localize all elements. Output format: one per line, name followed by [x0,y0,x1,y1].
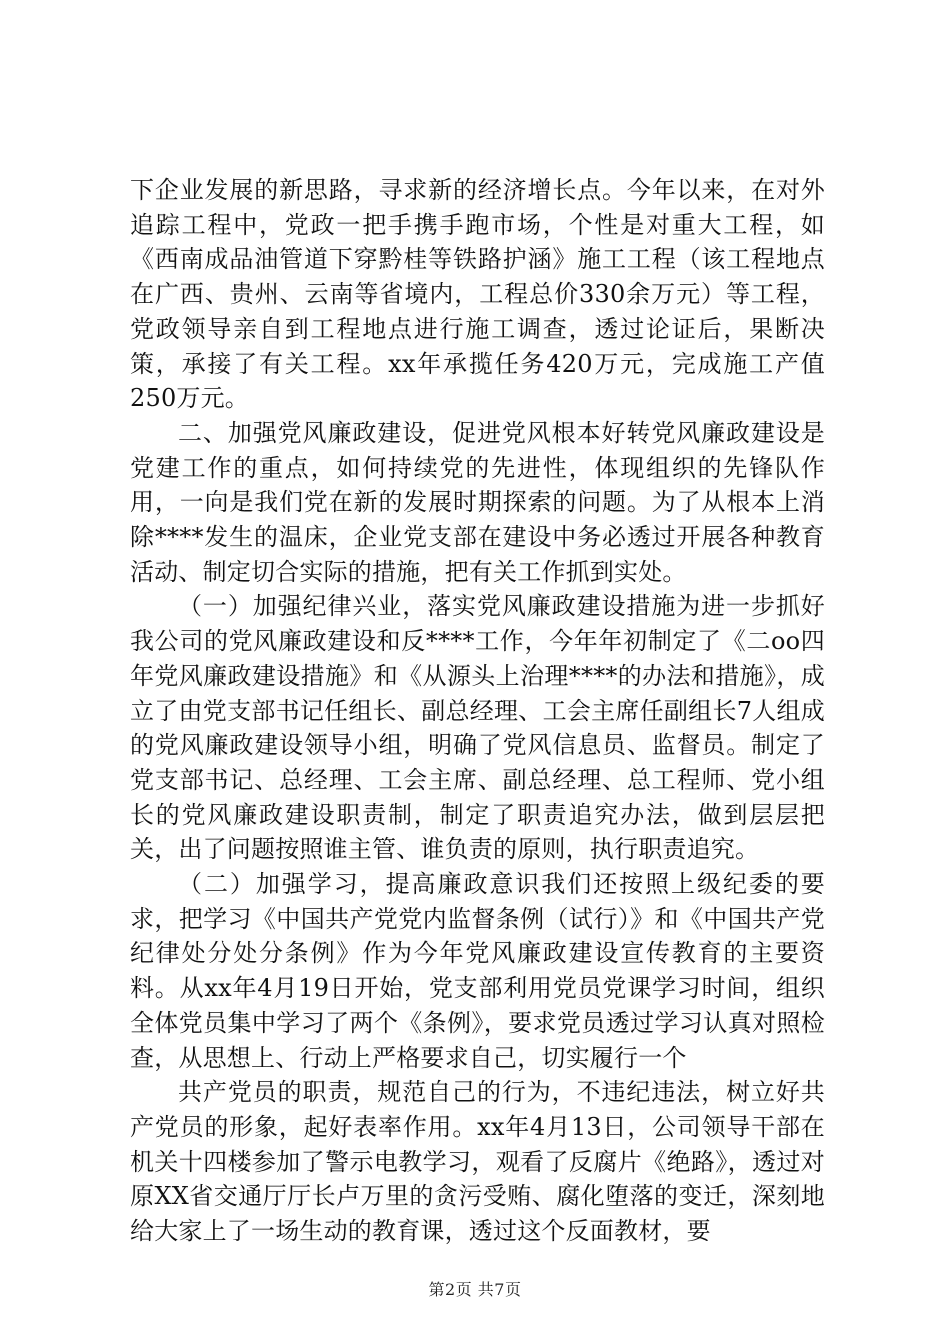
document-body [130,173,825,1249]
paragraph-section-two: 二、加强党风廉政建设，促进党风根本好转党风廉政建设是党建工作的重点，如何持续党的先进性，体现组织的先锋队作用，一向是我们党在新的发展时期探索的问题。为了从根本上消除****发生的温床，企业党支部在建设中务必透过开展各种教育活动、制定切合实际的措施，把有关工作抓到实处。 [130,418,825,586]
paragraph-continuation: 下企业发展的新思路，寻求新的经济增长点。今年以来，在对外追踪工程中，党政一把手携手跑市场，个性是对重大工程，如《西南成品油管道下穿黔桂等铁路护涵》施工工程（该工程地点在广西、贵州、云南等省境内，工程总价330余万元）等工程，党政领导亲自到工程地点进行施工调查，透过论证后，果断决策，承接了有关工程。xx年承揽任务420万元，完成施工产值250万元。 [130,176,825,413]
paragraph-subsection-two: （二）加强学习，提高廉政意识我们还按照上级纪委的要求，把学习《中国共产党党内监督条例（试行）》和《中国共产党纪律处分处分条例》作为今年党风廉政建设宣传教育的主要资料。从xx年4月19日开始，党支部利用党员党课学习时间，组织全体党员集中学习了两个《条例》，要求党员透过学习认真对照检查，从思想上、行动上严格要求自己，切实履行一个 [130,870,825,1072]
page-footer: 第2页 共7页 [428,1280,522,1299]
paragraph-party-member-duty: 共产党员的职责，规范自己的行为，不违纪违法，树立好共产党员的形象，起好表率作用。xx年4月13日，公司领导干部在机关十四楼参加了警示电教学习，观看了反腐片《绝路》，透过对原XX省交通厅厅长卢万里的贪污受贿、腐化堕落的变迁，深刻地给大家上了一场生动的教育课，透过这个反面教材，要 [130,1078,825,1246]
paragraph-subsection-one: （一）加强纪律兴业，落实党风廉政建设措施为进一步抓好我公司的党风廉政建设和反****工作，今年年初制定了《二oo四年党风廉政建设措施》和《从源头上治理****的办法和措施》，成立了由党支部书记任组长、副总经理、工会主席任副组长7人组成的党风廉政建设领导小组，明确了党风信息员、监督员。制定了党支部书记、总经理、工会主席、副总经理、总工程师、党小组长的党风廉政建设职责制，制定了职责追究办法，做到层层把关，出了问题按照谁主管、谁负责的原则，执行职责追究。 [130,592,825,864]
